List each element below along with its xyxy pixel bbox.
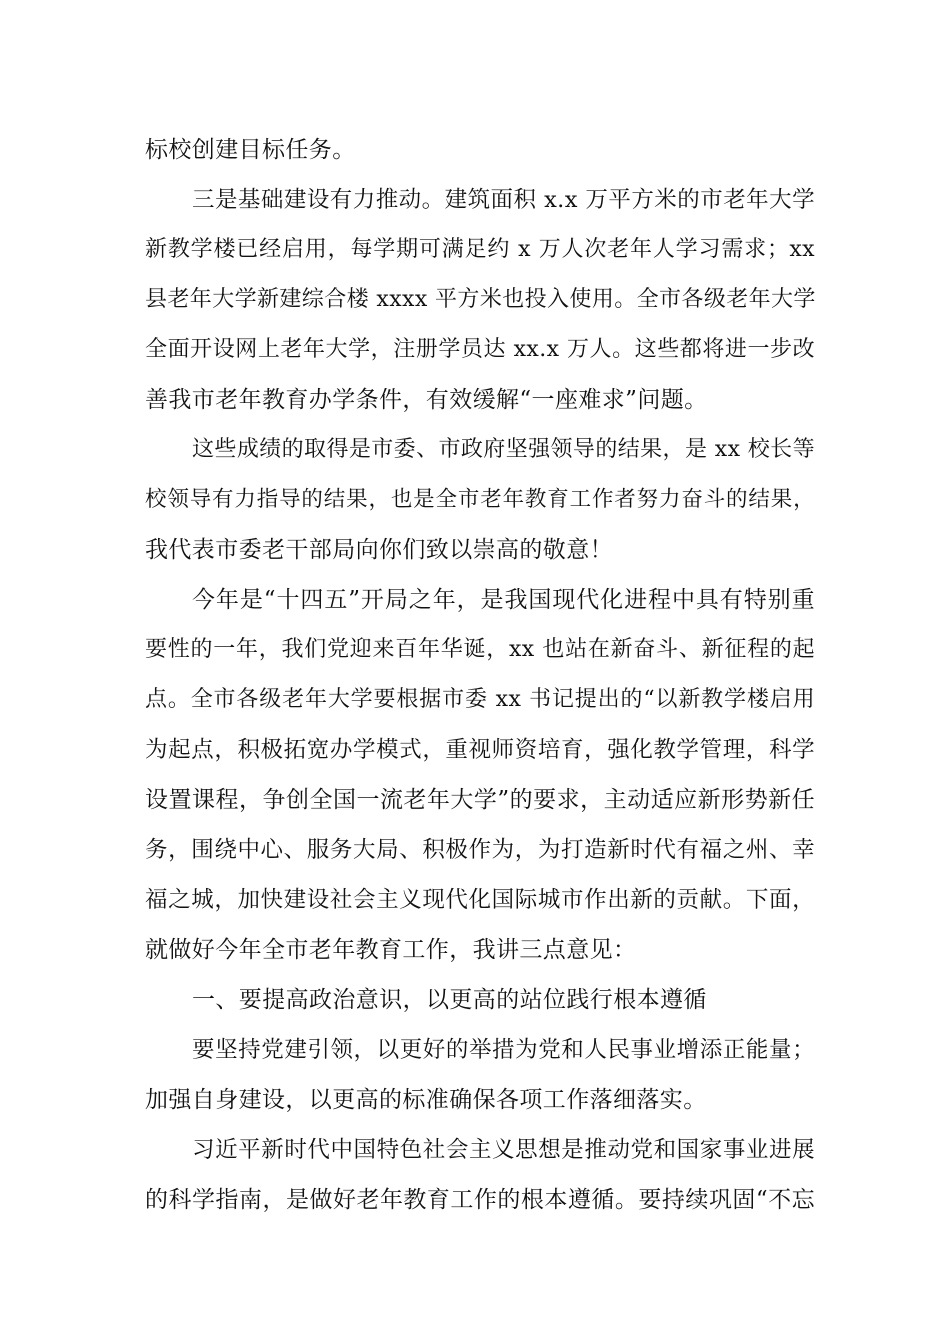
paragraph-start-line: 这些成绩的取得是市委、市政府坚强领导的结果，是 xx 校长等: [192, 437, 815, 462]
text-line: 务，围绕中心、服务大局、积极作为，为打造新时代有福之州、幸: [145, 837, 815, 863]
text-line: 点。全市各级老年大学要根据市委 xx 书记提出的“以新教学楼启用: [145, 687, 815, 712]
text-line: 善我市老年教育办学条件，有效缓解“一座难求”问题。: [145, 387, 708, 413]
text-line: 就做好今年全市老年教育工作，我讲三点意见：: [145, 937, 637, 963]
paragraph-start-line: 今年是“十四五”开局之年，是我国现代化进程中具有特别重: [192, 587, 815, 613]
text-line: 为起点，积极拓宽办学模式，重视师资培育，强化教学管理，科学: [145, 737, 815, 763]
paragraph-start-line: 要坚持党建引领，以更好的举措为党和人民事业增添正能量；: [192, 1037, 815, 1063]
text-line: 设置课程，争创全国一流老年大学”的要求，主动适应新形势新任: [145, 787, 815, 813]
text-line: 福之城，加快建设社会主义现代化国际城市作出新的贡献。下面，: [145, 887, 815, 913]
text-line: 校领导有力指导的结果，也是全市老年教育工作者努力奋斗的结果，: [145, 487, 815, 512]
text-line: 要性的一年，我们党迎来百年华诞，xx 也站在新奋斗、新征程的起: [145, 637, 815, 662]
paragraph-start-line: 习近平新时代中国特色社会主义思想是推动党和国家事业进展: [192, 1137, 815, 1163]
text-line: 标校创建目标任务。: [145, 137, 356, 163]
text-line: 新教学楼已经启用，每学期可满足约 x 万人次老年人学习需求；xx: [145, 237, 815, 262]
text-line: 县老年大学新建综合楼 xxxx 平方米也投入使用。全市各级老年大学: [145, 287, 816, 312]
text-line: 我代表市委老干部局向你们致以崇高的敬意！: [145, 537, 613, 563]
text-line: 全面开设网上老年大学，注册学员达 xx.x 万人。这些都将进一步改: [145, 337, 815, 362]
text-line: 加强自身建设，以更高的标准确保各项工作落细落实。: [145, 1087, 707, 1113]
section-heading: 一、要提高政治意识，以更高的站位践行根本遵循: [192, 987, 707, 1013]
text-line: 的科学指南，是做好老年教育工作的根本遵循。要持续巩固“不忘: [145, 1187, 815, 1213]
paragraph-start-line: 三是基础建设有力推动。建筑面积 x.x 万平方米的市老年大学: [192, 187, 815, 213]
